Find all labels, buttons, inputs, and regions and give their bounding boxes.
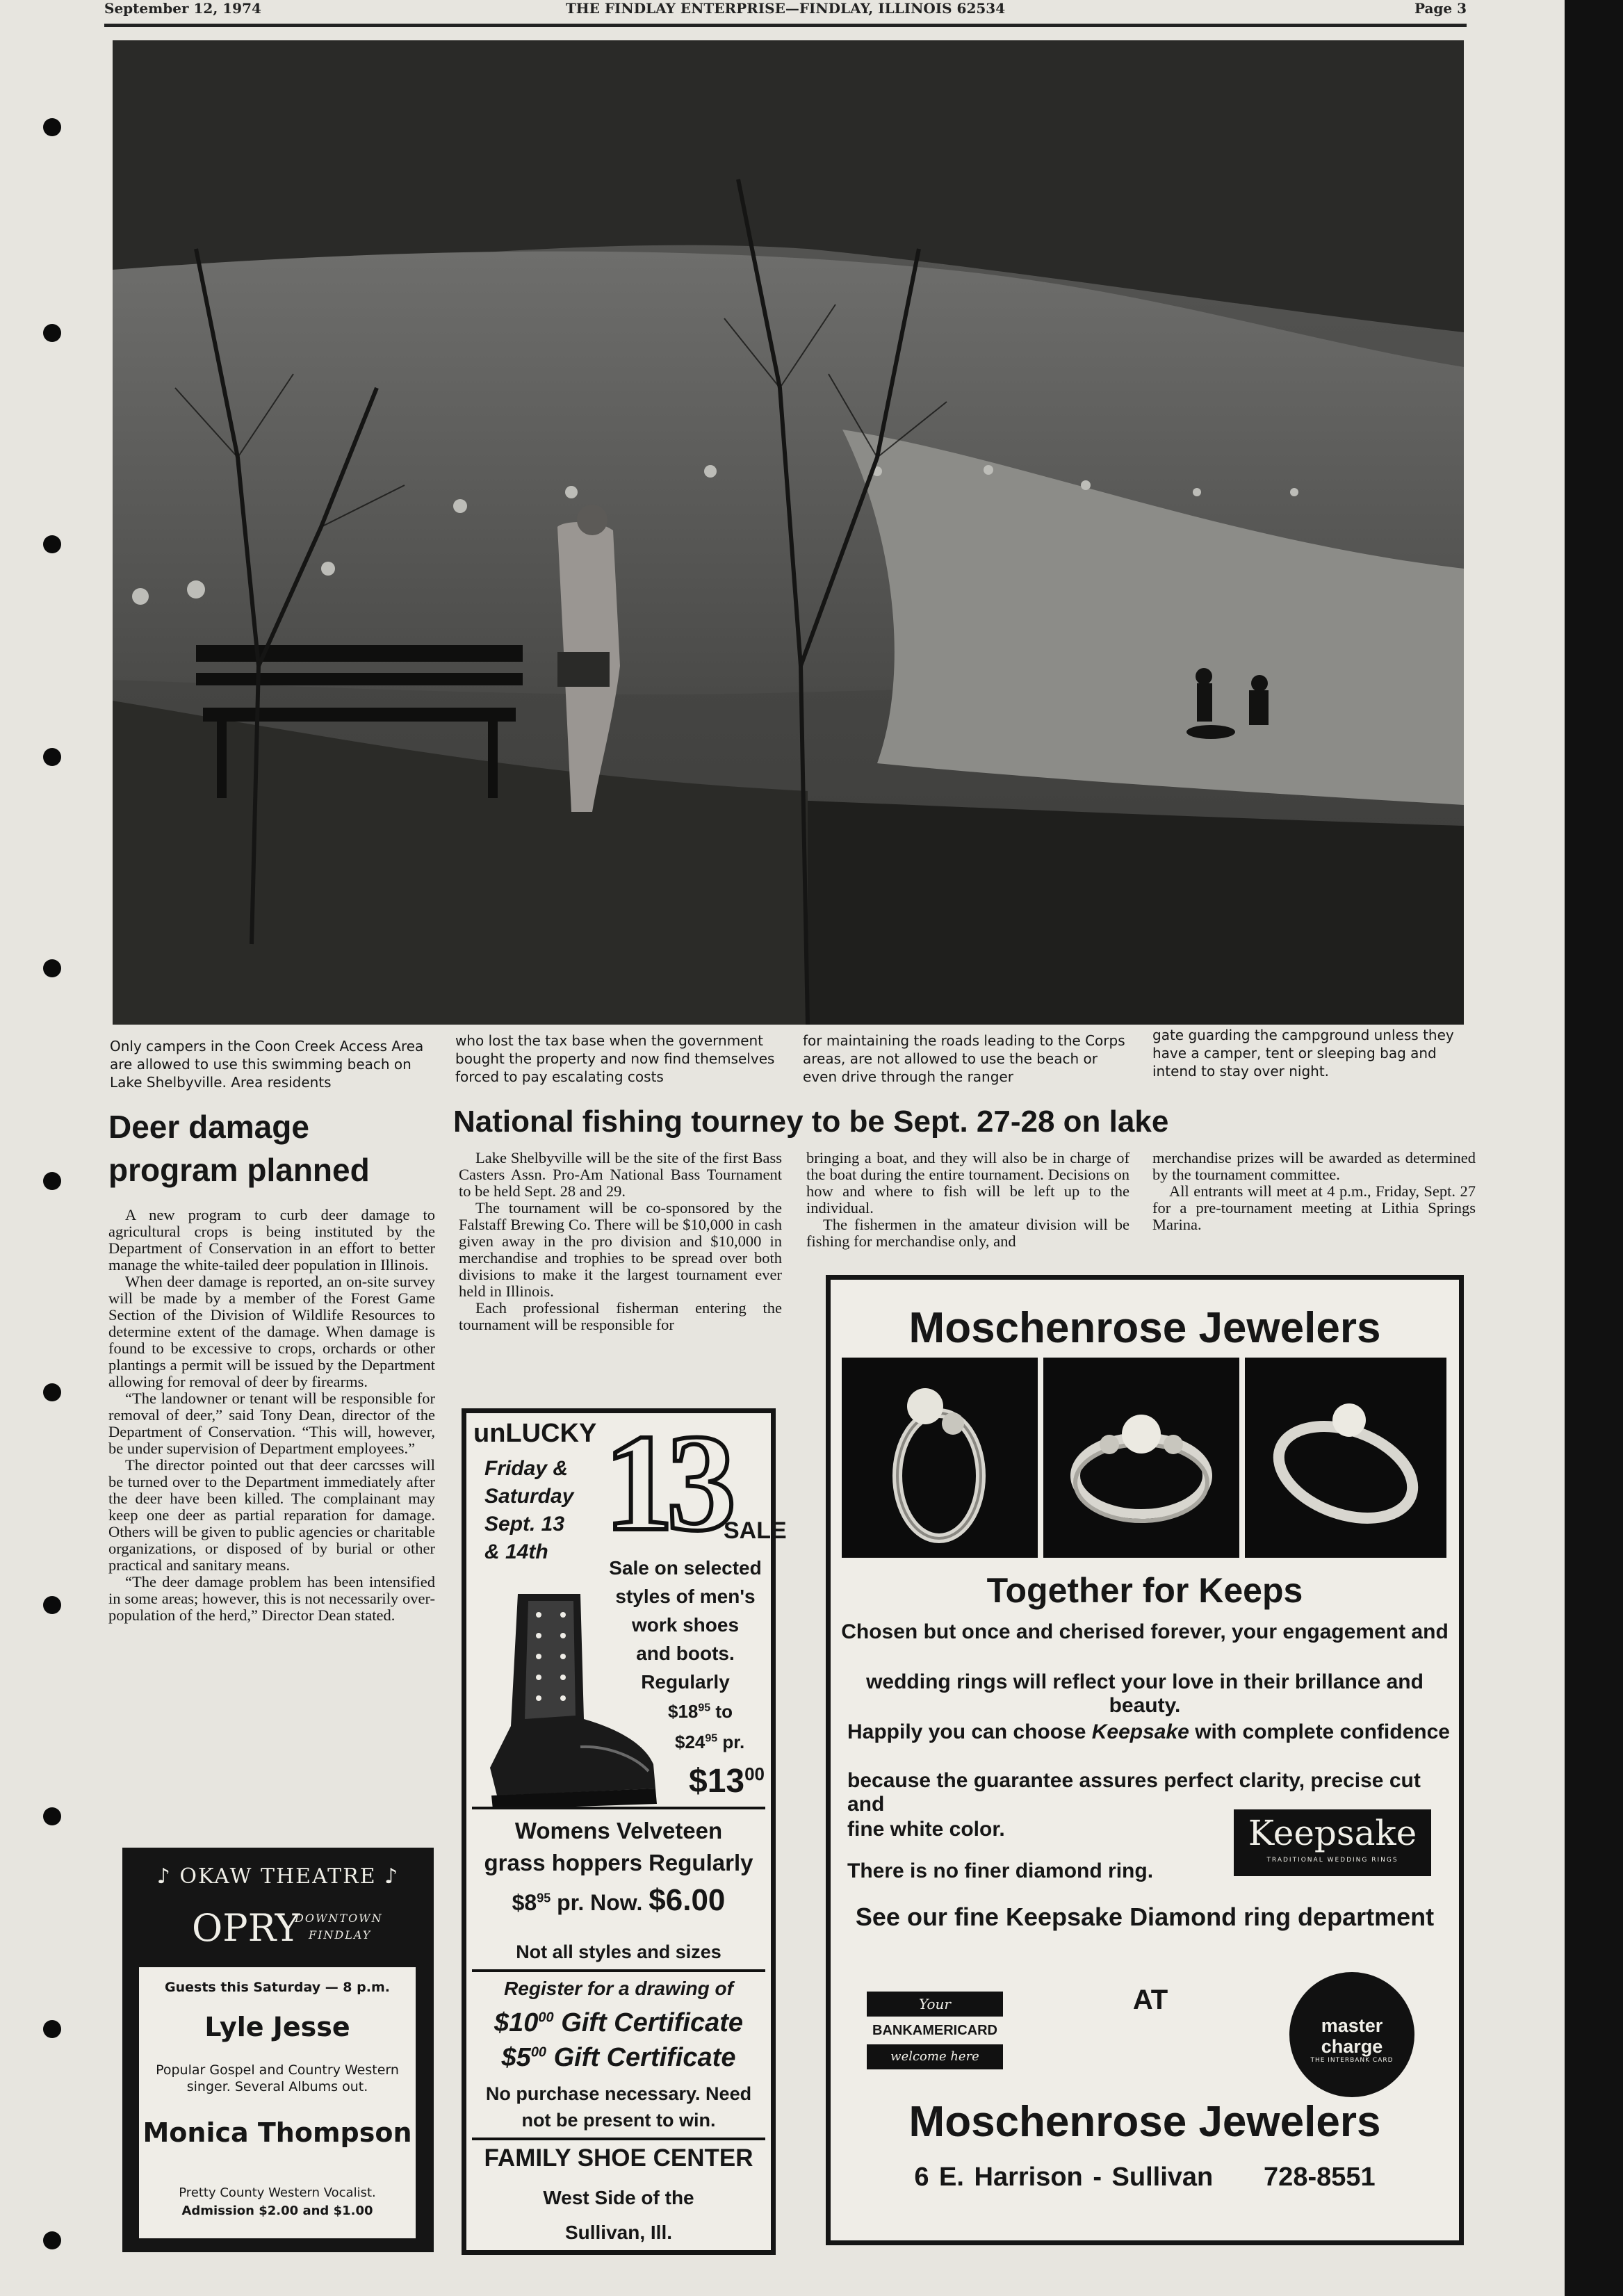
- binder-hole: [43, 535, 61, 553]
- ring-photo-1: [842, 1358, 1038, 1558]
- keepsake-logo-text: Keepsake: [1248, 1813, 1417, 1853]
- deer-paragraph: A new program to curb deer damage to agricultural crops is being instituted by the Department of Conservation in an effort to better manage the white-tailed deer population in Illinois.: [108, 1206, 435, 1273]
- tourney-paragraph: All entrants will meet at 4 p.m., Friday, Sept. 27 for a pre-tournament meeting at Lithia Springs Marina.: [1152, 1182, 1476, 1233]
- shoe-womens: [466, 1815, 771, 1879]
- shoe-regular-high-dollars: $24: [675, 1732, 706, 1752]
- deer-article-body: [108, 1207, 435, 1624]
- opry-act1-desc: Popular Gospel and Country Western singer. Several Albums out.: [156, 2062, 399, 2094]
- opry-guests-panel: [139, 1967, 416, 2238]
- photo-caption-col-4: gate guarding the campground unless they have a camper, tent or sleeping bag and intend to stay over night.: [1152, 1027, 1454, 1080]
- jewelers-ad: [826, 1275, 1464, 2245]
- binder-hole: [43, 2231, 61, 2249]
- bank-logo-top: Your: [867, 1992, 1003, 2017]
- tourney-paragraph: The fishermen in the amateur division will be fishing for merchandise only, and: [806, 1216, 1129, 1250]
- shoe-womens-price: [466, 1883, 771, 1918]
- jewelers-phone: 728-8551: [1264, 2163, 1376, 2192]
- binder-hole: [43, 1172, 61, 1190]
- shoe-regular-low-dollars: $18: [668, 1701, 699, 1722]
- jewelers-line: [847, 1720, 1459, 1744]
- shoe-sale-line: and boots.: [636, 1643, 735, 1664]
- binder-hole: [43, 2020, 61, 2038]
- tourney-paragraph: Each professional fisherman entering the tournament will be responsible for: [459, 1299, 782, 1333]
- shoe-store-name: FAMILY SHOE CENTER: [484, 2144, 753, 2172]
- deer-paragraph: “The deer damage problem has been intensified in some areas; however, this is not necessarily over-population of the herd,” Director Dean stated.: [108, 1573, 435, 1624]
- tourney-col-2: [806, 1150, 1129, 1250]
- tourney-paragraph: The tournament will be co-sponsored by the Falstaff Brewing Co. There will be $10,000 in cash given away in the pro division and $10,000 in merchandise and trophies to be spread over both divisions to make it the largest tournament ever held in Illinois.: [459, 1199, 782, 1300]
- bankamericard-logo: [858, 1992, 1011, 2078]
- ring-icon: [1043, 1358, 1239, 1558]
- opry-act2-desc: Pretty County Western Vocalist.: [179, 2185, 376, 2200]
- binder-hole: [43, 748, 61, 766]
- deer-headline-line-1: Deer damage: [108, 1109, 309, 1145]
- issue-date: September 12, 1974: [104, 0, 261, 17]
- shoe-no-purchase: [466, 2081, 771, 2133]
- shoe-regular-low-cents: 95: [698, 1702, 711, 1714]
- shoe-womens-reg-dollars: $8: [512, 1890, 537, 1915]
- ring-icon: [1245, 1358, 1446, 1558]
- opry-theatre-name: OKAW THEATRE: [179, 1864, 377, 1889]
- jewelers-tagline: Together for Keeps: [986, 1571, 1303, 1610]
- shoe-unlucky: unLUCKY: [473, 1419, 597, 1448]
- shoe-date-line: Sept. 13: [484, 1513, 565, 1536]
- ring-icon: [842, 1358, 1038, 1558]
- shoe-womens-line-1: Womens Velveteen: [514, 1818, 723, 1843]
- deer-paragraph: “The landowner or tenant will be responsible for removal of deer,” said Tony Dean, director of the Department of Conservation. “This will, however, be under supervision of Department employees.”: [108, 1390, 435, 1457]
- ring-photo-2: [1043, 1358, 1239, 1558]
- shoe-address: [466, 2181, 771, 2250]
- shoe-womens-note: Not all styles and sizes: [516, 1941, 721, 1962]
- jewelers-happily: Happily you can choose: [847, 1720, 1086, 1743]
- shoe-center-ad: [462, 1406, 787, 2255]
- jewelers-line: There is no finer diamond ring.: [847, 1859, 1154, 1882]
- master-charge-logo: [1289, 1972, 1414, 2097]
- ring-photo-3: [1245, 1358, 1446, 1558]
- shoe-date-line: Saturday: [484, 1485, 574, 1508]
- deer-headline-line-2: program planned: [108, 1152, 370, 1188]
- photo-illustration: [113, 40, 1464, 1025]
- shoe-register: Register for a drawing of: [504, 1978, 733, 1999]
- shoe-gift-2-label: Gift Certificate: [553, 2043, 736, 2072]
- shoe-regular-low: [668, 1701, 733, 1723]
- tourney-headline: National fishing tourney to be Sept. 27-28 on lake: [453, 1105, 1169, 1139]
- photo-caption-col-3: for maintaining the roads leading to the Corps areas, are not allowed to use the beach or even drive through the ranger: [803, 1032, 1125, 1085]
- jewelers-contact: [831, 2163, 1459, 2192]
- binder-hole: [43, 324, 61, 342]
- keepsake-logo-sub: TRADITIONAL WEDDING RINGS: [1266, 1857, 1398, 1864]
- shoe-gift-1: [466, 2008, 771, 2038]
- binder-hole: [43, 1383, 61, 1401]
- bank-logo-middle: BANKAMERICARD: [872, 2023, 997, 2038]
- shoe-womens-line-2: grass hoppers Regularly: [484, 1850, 753, 1875]
- shoe-gift-2: [466, 2043, 771, 2073]
- tourney-col-3: [1152, 1150, 1476, 1233]
- opry-act1-name: Lyle Jesse: [204, 2012, 350, 2042]
- tourney-col-1: [459, 1150, 782, 1333]
- jewelers-name-top: Moschenrose Jewelers: [908, 1304, 1381, 1352]
- shoe-gift-2-dollars: $5: [501, 2043, 531, 2072]
- shoe-regular-high: [675, 1732, 744, 1753]
- shoe-gift-1-label: Gift Certificate: [561, 2008, 744, 2037]
- shoe-no-purchase-line-2: not be present to win.: [521, 2110, 716, 2131]
- shoe-sale-line: Regularly: [641, 1671, 730, 1693]
- shoe-regular-to: to: [715, 1701, 733, 1722]
- jewelers-keepsake-inline: Keepsake: [1091, 1720, 1189, 1743]
- shoe-gift-1-cents: 00: [538, 2010, 554, 2026]
- shoe-sale-price-cents: 00: [744, 1764, 765, 1784]
- master-charge-name: master charge: [1321, 2015, 1383, 2057]
- deer-headline: [108, 1105, 370, 1191]
- tourney-paragraph: merchandise prizes will be awarded as determined by the tournament committee.: [1152, 1149, 1476, 1183]
- shoe-sale-price: [689, 1762, 765, 1800]
- opry-location-2: FINDLAY: [309, 1928, 372, 1941]
- shoe-date-line: & 14th: [484, 1540, 548, 1563]
- jewelers-line: fine white color.: [847, 1818, 1005, 1841]
- shoe-divider: [472, 2138, 765, 2140]
- photo-caption-col-2: who lost the tax base when the government bought the property and now find themselves forced to pay escalating costs: [455, 1032, 775, 1085]
- binder-hole: [43, 118, 61, 136]
- photo-caption-col-1: Only campers in the Coon Creek Access Area are allowed to use this swimming beach on Lake Shelbyville. Area residents: [110, 1038, 424, 1091]
- shoe-regular-high-cents: 95: [705, 1732, 718, 1745]
- opry-location-1: DOWNTOWN: [295, 1912, 383, 1925]
- shoe-dates: [484, 1455, 573, 1566]
- deer-paragraph: The director pointed out that deer carcsses will be turned over to the Department immediately after the deer have been killed. The complainant may keep one deer as partial reparation for damage. Others will be given to public agencies or charitable organizations, or disposed of by burial or other practical and sanitary means.: [108, 1456, 435, 1574]
- shoe-womens-reg-cents: 95: [537, 1891, 551, 1905]
- jewelers-line: Chosen but once and cherised forever, your engagement and: [841, 1620, 1449, 1643]
- opry-guests-heading: Guests this Saturday — 8 p.m.: [165, 1980, 390, 1995]
- shoe-gift-1-dollars: $10: [494, 2008, 539, 2037]
- opry-theatre: ♪ OKAW THEATRE ♪: [156, 1864, 400, 1889]
- opry-act2-name: Monica Thompson: [142, 2117, 412, 2148]
- shoe-address-line-1: West Side of the: [543, 2187, 694, 2208]
- lake-beach-photo: [113, 40, 1464, 1025]
- shoe-womens-now: pr. Now.: [557, 1890, 643, 1915]
- shoe-sale-line: Sale on selected: [609, 1557, 762, 1579]
- shoe-womens-new-price: $6.00: [649, 1883, 726, 1917]
- bank-logo-bottom: welcome here: [867, 2044, 1003, 2069]
- binder-hole: [43, 1807, 61, 1825]
- jewelers-see-line: See our fine Keepsake Diamond ring department: [855, 1903, 1435, 1931]
- shoe-address-line-2: Sullivan, Ill.: [564, 2222, 673, 2243]
- shoe-sale-price-dollars: $13: [689, 1763, 745, 1800]
- jewelers-line: because the guarantee assures perfect clarity, precise cut and: [847, 1769, 1421, 1816]
- opry-admission: Admission $2.00 and $1.00: [181, 2204, 373, 2218]
- shoe-no-purchase-line-1: No purchase necessary. Need: [485, 2083, 752, 2104]
- shoe-sale-word: SALE: [724, 1517, 787, 1544]
- boot-icon: [476, 1587, 664, 1816]
- page-edge-shadow: [1565, 0, 1623, 2296]
- keepsake-logo: [1234, 1809, 1431, 1876]
- shoe-gift-2-cents: 00: [530, 2044, 547, 2060]
- shoe-sale-line: work shoes: [631, 1614, 740, 1636]
- jewelers-line: wedding rings will reflect your love in their brillance and beauty.: [866, 1670, 1424, 1717]
- tourney-paragraph: bringing a boat, and they will also be in charge of the boat during the entire tournament. Decisions on how and where to fish will be left up to the individual.: [806, 1149, 1129, 1216]
- deer-paragraph: When deer damage is reported, an on-site survey will be made by a member of the Forest Game Section of the Division of Wildlife Resources to determine extent of the damage. When damage is found to be excessive to crops, orchards or other plantings a permit will be issued by the Department allowing for removal of deer by firearms.: [108, 1273, 435, 1390]
- tourney-paragraph: Lake Shelbyville will be the site of the first Bass Casters Assn. Pro-Am National Bass Tournament to be held Sept. 28 and 29.: [459, 1149, 782, 1200]
- jewelers-confidence: with complete confidence: [1195, 1720, 1450, 1743]
- shoe-date-line: Friday &: [484, 1457, 569, 1480]
- shoe-divider: [472, 1807, 765, 1809]
- shoe-big-13: 13: [604, 1406, 729, 1560]
- jewelers-address: 6 E. Harrison - Sullivan: [914, 2163, 1214, 2192]
- paper-title: THE FINDLAY ENTERPRISE—FINDLAY, ILLINOIS 62534: [565, 0, 1006, 17]
- binder-hole: [43, 1596, 61, 1614]
- shoe-regular-pr: pr.: [722, 1732, 745, 1752]
- jewelers-name-bottom: Moschenrose Jewelers: [908, 2098, 1381, 2146]
- shoe-sale-line: styles of men's: [615, 1586, 756, 1607]
- opry-title: OPRY: [192, 1906, 300, 1950]
- master-charge-sub: THE INTERBANK CARD: [1310, 2057, 1394, 2064]
- binder-hole: [43, 959, 61, 977]
- opry-ad: [122, 1848, 434, 2252]
- jewelers-at: AT: [1132, 1985, 1168, 2015]
- shoe-divider: [472, 1969, 765, 1972]
- masthead: [104, 0, 1467, 27]
- page-number: Page 3: [1414, 0, 1467, 17]
